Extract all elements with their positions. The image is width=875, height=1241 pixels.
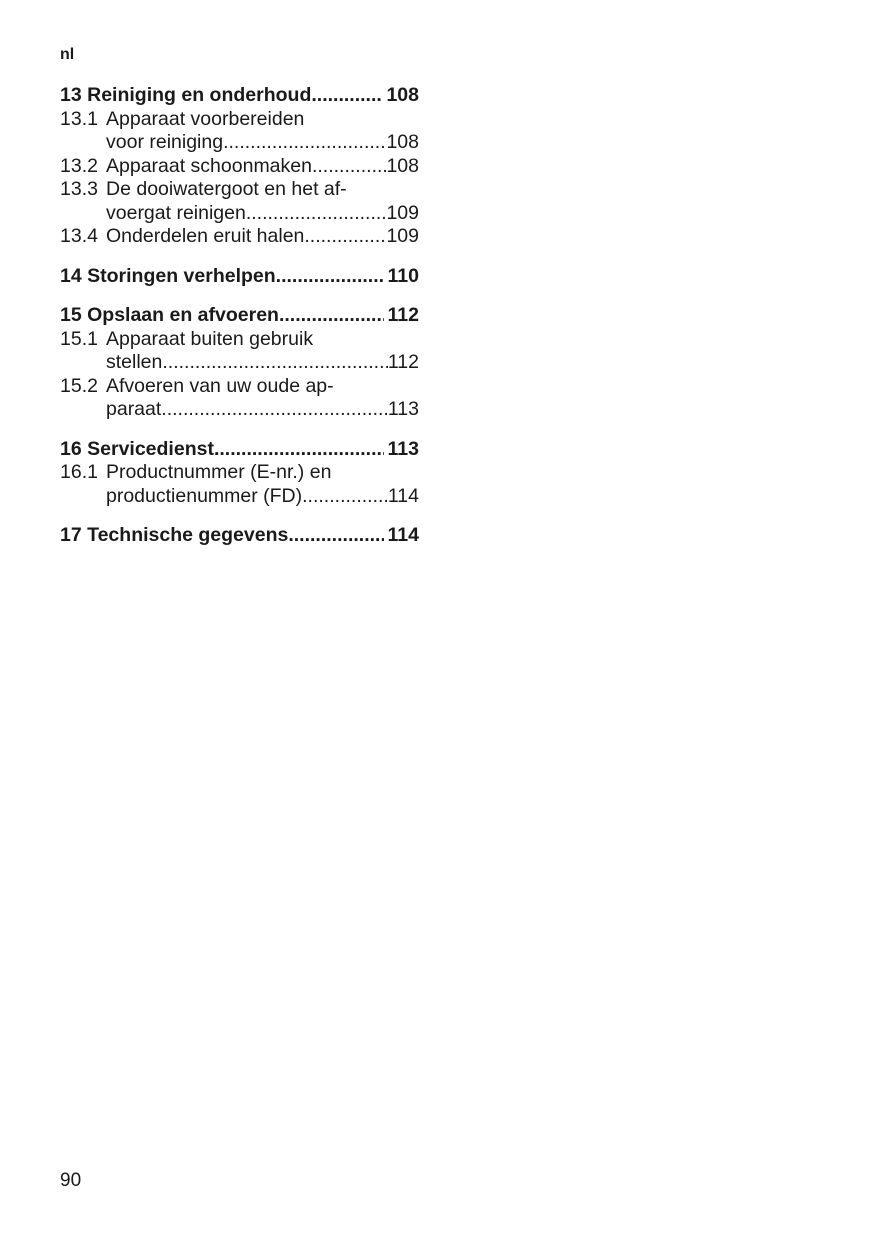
subsection-title-line: paraat [106, 398, 162, 420]
toc-chapter-heading[interactable] [60, 265, 419, 289]
chapter-title: Reiniging en onderhoud [87, 84, 312, 106]
language-label: nl [60, 46, 75, 63]
subsection-page-number: 109 [386, 225, 419, 247]
subsection-title-line: Onderdelen eruit halen [106, 225, 305, 247]
subsection-page-number: 113 [387, 398, 419, 420]
page-number: 90 [60, 1170, 82, 1191]
chapter-page-number: 112 [387, 304, 419, 326]
subsection-number: 15.2 [60, 374, 98, 397]
subsection-number: 16.1 [60, 461, 98, 483]
toc-subsection[interactable] [60, 225, 419, 249]
subsection-title-line: productienummer (FD) [106, 484, 303, 507]
chapter-number: 16 [60, 437, 82, 460]
dot-leader [311, 84, 382, 108]
subsection-title-line: Afvoeren van uw oude ap- [106, 374, 334, 397]
chapter-number: 17 [60, 524, 82, 546]
table-of-contents [60, 84, 419, 564]
subsection-title-line: Apparaat schoonmaken [106, 154, 312, 177]
chapter-page-number: 110 [387, 264, 419, 287]
subsection-number: 13.4 [60, 225, 98, 247]
subsection-page-number: 108 [386, 131, 419, 153]
toc-chapter [60, 84, 419, 249]
dot-leader [162, 351, 388, 375]
toc-subsection[interactable] [60, 108, 419, 155]
toc-subsection[interactable] [60, 328, 419, 375]
subsection-number: 13.3 [60, 178, 98, 200]
toc-chapter [60, 265, 419, 289]
subsection-title-line: De dooiwatergoot en het af- [106, 178, 347, 200]
dot-leader [279, 304, 384, 328]
chapter-title: Opslaan en afvoeren [87, 304, 279, 326]
chapter-page-number: 108 [386, 84, 419, 106]
toc-chapter [60, 524, 419, 548]
subsection-title-line: Productnummer (E-nr.) en [106, 461, 332, 483]
dot-leader [161, 398, 388, 422]
subsection-page-number: 112 [387, 351, 419, 373]
subsection-page-number: 109 [386, 201, 419, 224]
toc-subsection[interactable] [60, 461, 419, 508]
subsection-number: 15.1 [60, 327, 98, 350]
chapter-number: 13 [60, 84, 82, 106]
dot-leader [223, 131, 386, 155]
dot-leader [246, 202, 387, 226]
toc-subsection[interactable] [60, 375, 419, 422]
dot-leader [312, 155, 386, 179]
dot-leader [304, 225, 386, 249]
toc-chapter [60, 304, 419, 422]
subsection-title-line: Apparaat buiten gebruik [106, 327, 314, 350]
subsection-page-number: 108 [386, 154, 419, 177]
subsection-title-line: Apparaat voorbereiden [106, 107, 305, 130]
chapter-page-number: 113 [387, 437, 419, 460]
chapter-number: 14 [60, 264, 82, 287]
chapter-title: Servicedienst [87, 437, 214, 460]
toc-chapter-heading[interactable] [60, 438, 419, 462]
chapter-page-number: 114 [387, 524, 419, 546]
dot-leader [288, 524, 383, 548]
chapter-number: 15 [60, 304, 82, 326]
subsection-page-number: 114 [387, 484, 419, 507]
dot-leader [214, 438, 384, 462]
subsection-number: 13.2 [60, 154, 98, 177]
subsection-number: 13.1 [60, 107, 98, 130]
subsection-title-line: stellen [106, 351, 163, 373]
toc-chapter-heading[interactable] [60, 84, 419, 108]
toc-chapter-heading[interactable] [60, 524, 419, 548]
chapter-title: Storingen verhelpen [87, 264, 276, 287]
toc-chapter-heading[interactable] [60, 304, 419, 328]
subsection-title-line: voor reiniging [106, 131, 224, 153]
dot-leader [276, 265, 384, 289]
chapter-title: Technische gegevens [87, 524, 289, 546]
subsection-title-line: voergat reinigen [106, 201, 246, 224]
toc-subsection[interactable] [60, 155, 419, 179]
toc-chapter [60, 438, 419, 509]
dot-leader [302, 485, 388, 509]
toc-subsection[interactable] [60, 178, 419, 225]
